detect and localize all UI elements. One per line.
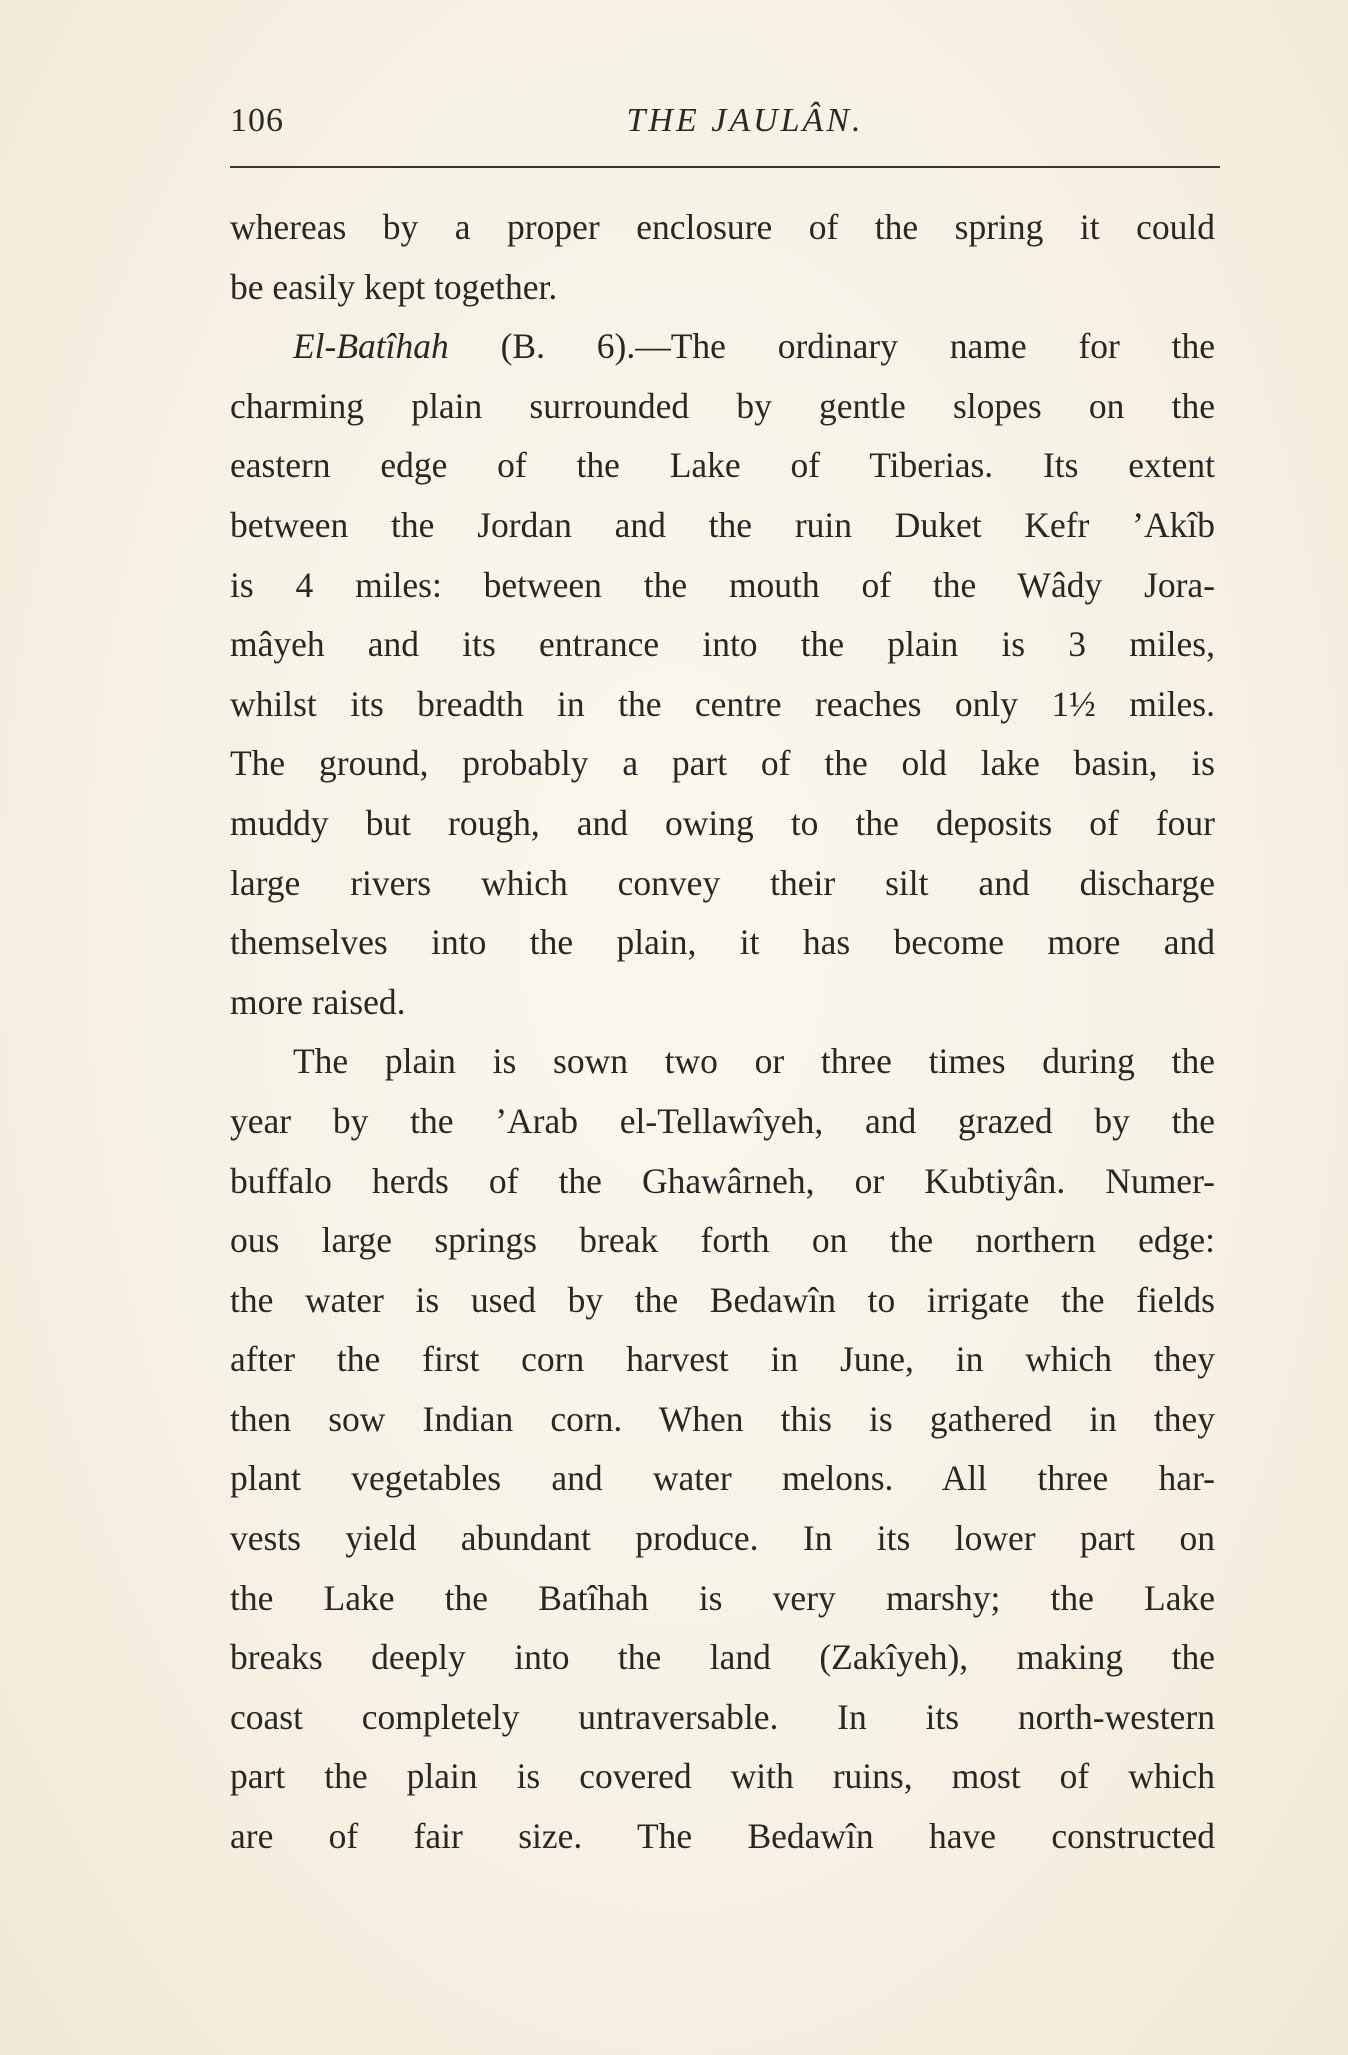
running-head: THE JAULÂN. <box>626 102 864 139</box>
entry-reference: (B. 6).—The ordinary name for the <box>500 326 1216 367</box>
text-line: are of fair size. The Bedawîn have constructed <box>230 1816 1215 1857</box>
entry-line <box>230 317 1215 377</box>
text-line: part the plain is covered with ruins, most of which <box>230 1756 1215 1797</box>
text-line: is 4 miles: between the mouth of the Wâdy Jora- <box>230 564 1215 605</box>
header-rule <box>230 166 1220 168</box>
text-line: year by the ’Arab el-Tellawîyeh, and grazed by the <box>230 1100 1215 1141</box>
text-line: the water is used by the Bedawîn to irrigate the fields <box>230 1279 1215 1320</box>
text-line: the Lake the Batîhah is very marshy; the Lake <box>230 1577 1215 1618</box>
text-line: whereas by a proper enclosure of the spring it could <box>230 207 1215 247</box>
text-line: mâyeh and its entrance into the plain is 3 miles, <box>230 624 1215 665</box>
text-line: large rivers which convey their silt and discharge <box>230 862 1215 903</box>
text-line: vests yield abundant produce. In its lower part on <box>230 1518 1215 1559</box>
text-line: whilst its breadth in the centre reaches only 1½ miles. <box>230 683 1215 724</box>
text-line: The plain is sown two or three times during the <box>293 1041 1215 1082</box>
text-line: after the first corn harvest in June, in which they <box>230 1339 1215 1380</box>
text-line: breaks deeply into the land (Zakîyeh), making the <box>230 1637 1215 1678</box>
page-header <box>230 102 1220 150</box>
body-text <box>230 198 1215 1867</box>
text-line: themselves into the plain, it has become more and <box>230 922 1215 963</box>
text-line: ous large springs break forth on the northern edge: <box>230 1220 1215 1261</box>
text-line: charming plain surrounded by gentle slopes on the <box>230 385 1215 426</box>
text-line: then sow Indian corn. When this is gathered in they <box>230 1398 1215 1439</box>
entry-heading: El-Batîhah <box>293 326 449 367</box>
page-number: 106 <box>230 102 284 139</box>
text-line: between the Jordan and the ruin Duket Kefr ’Akîb <box>230 504 1215 545</box>
text-line: more raised. <box>230 981 406 1022</box>
text-line: eastern edge of the Lake of Tiberias. Its extent <box>230 445 1215 486</box>
text-line: muddy but rough, and owing to the deposits of four <box>230 802 1215 843</box>
text-line: be easily kept together. <box>230 266 558 307</box>
text-line: plant vegetables and water melons. All three har- <box>230 1458 1215 1499</box>
text-line: coast completely untraversable. In its north-western <box>230 1696 1215 1737</box>
text-line: buffalo herds of the Ghawârneh, or Kubtiyân. Numer- <box>230 1160 1215 1201</box>
text-line: The ground, probably a part of the old lake basin, is <box>230 743 1215 784</box>
